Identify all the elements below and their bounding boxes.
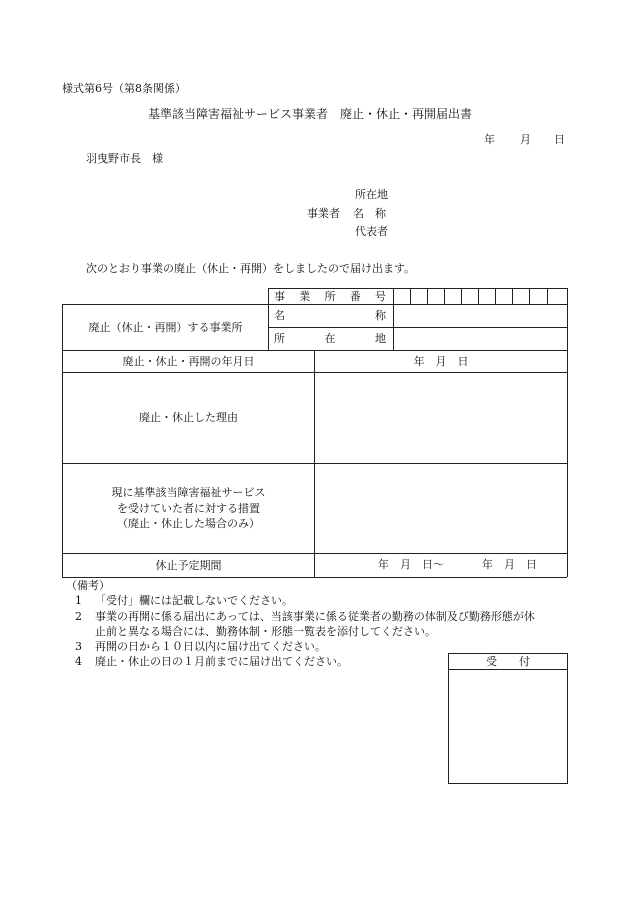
office-number-digit[interactable]	[462, 289, 478, 304]
note-item: 止前と異なる場合には、勤務体制・形態一覧表を添付してください。	[95, 625, 436, 638]
form-number: 様式第6号（第8条関係）	[62, 82, 186, 95]
office-address-field[interactable]	[394, 328, 567, 350]
reason-field[interactable]	[315, 373, 567, 463]
office-number-digit[interactable]	[479, 289, 495, 304]
reason-label: 廃止・休止した理由	[139, 411, 238, 425]
office-number-digit[interactable]	[513, 289, 529, 304]
office-number-digit[interactable]	[394, 289, 410, 304]
note-item: 4 廃止・休止の日の１月前までに届け出てください。	[75, 655, 348, 668]
applicant-business-label: 事業者	[307, 207, 340, 220]
office-number-digit[interactable]	[445, 289, 461, 304]
applicant-address-label: 所在地	[355, 188, 388, 201]
office-address-label: 所 在 地	[274, 332, 386, 345]
office-number-digit[interactable]	[428, 289, 444, 304]
form-title: 基準該当障害福祉サービス事業者 廃止・休止・再開届出書	[148, 107, 473, 121]
note-item: 2 事業の再開に係る届出にあっては、当該事業に係る従業者の勤務の体制及び勤務形態が休	[75, 610, 535, 623]
date-value-field[interactable]: 年 月 日	[413, 354, 469, 368]
date-day: 日	[554, 133, 565, 146]
note-item: 1 「受付」欄には記載しないでください。	[75, 594, 293, 607]
office-number-label: 事 業 所 番 号	[274, 290, 386, 303]
office-name-label: 名 称	[274, 309, 386, 322]
office-header: 廃止（休止・再開）する事業所	[88, 320, 243, 334]
date-month: 月	[520, 133, 531, 146]
date-label: 廃止・休止・再開の年月日	[122, 354, 255, 368]
reception-field[interactable]	[449, 670, 567, 783]
applicant-rep-label: 代表者	[355, 225, 388, 238]
notes-header: （備考）	[66, 579, 110, 592]
office-number-digit[interactable]	[530, 289, 547, 304]
intro-text: 次のとおり事業の廃止（休止・再開）をしましたので届け出ます。	[86, 262, 416, 275]
reception-label: 受 付	[486, 654, 530, 668]
date-year: 年	[484, 133, 495, 146]
office-number-digit[interactable]	[411, 289, 427, 304]
measures-field[interactable]	[315, 464, 567, 553]
note-item: 3 再開の日から１０日以内に届け出てください。	[75, 640, 326, 653]
office-name-field[interactable]	[394, 305, 567, 327]
measures-label: 現に基準該当障害福祉サービス を受けていた者に対する措置 （廃止・休止した場合のみ）	[111, 485, 266, 531]
office-number-digit[interactable]	[496, 289, 512, 304]
period-label: 休止予定期間	[155, 558, 222, 572]
addressee: 羽曳野市長 様	[86, 152, 163, 165]
period-start[interactable]: 年 月 日～	[378, 558, 444, 571]
office-number-digit[interactable]	[548, 289, 567, 304]
applicant-name-label: 名 称	[353, 207, 386, 220]
period-end[interactable]: 年 月 日	[482, 558, 537, 571]
